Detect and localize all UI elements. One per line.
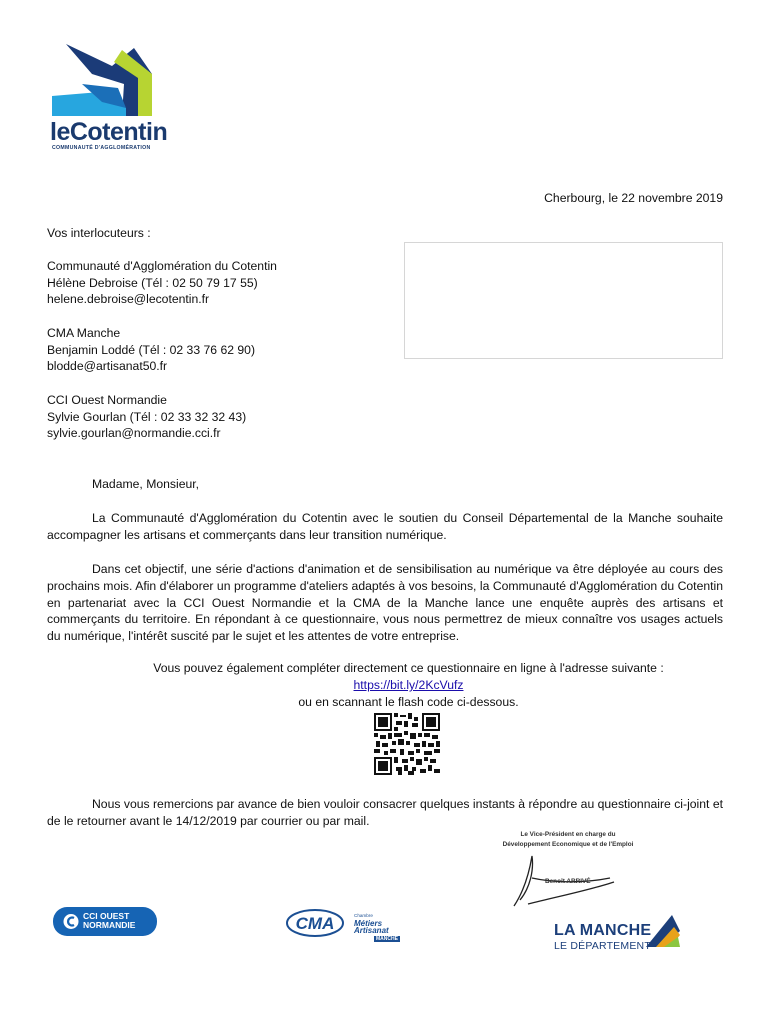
lecotentin-wordmark: leCotentin xyxy=(50,118,168,146)
signature-name: Benoît ARRIVÉ xyxy=(545,878,591,885)
qr-code-icon[interactable] xyxy=(374,713,440,775)
contact-org: CMA Manche xyxy=(47,326,121,340)
cci-line2: NORMANDIE xyxy=(83,920,136,930)
lecotentin-emblem-icon xyxy=(52,44,154,120)
contact-org: Communauté d'Agglomération du Cotentin xyxy=(47,259,277,273)
paragraph-intro: La Communauté d'Agglomération du Cotentin avec le soutien du Conseil Départemental de la Manche souhaite accompagner les artisans et commerçants dans leur transition numérique. xyxy=(47,511,723,542)
cci-line1: CCI OUEST xyxy=(83,911,130,921)
lecotentin-subtitle: COMMUNAUTÉ D'AGGLOMÉRATION xyxy=(52,145,151,151)
contact-org: CCI Ouest Normandie xyxy=(47,393,167,407)
cma-text1: Chambre xyxy=(354,913,373,918)
la-manche-line1: LA MANCHE xyxy=(554,922,652,939)
cma-text2: Métiers xyxy=(354,919,383,928)
salutation: Madame, Monsieur, xyxy=(92,477,200,491)
signature-title-line2: Développement Economique et de l'Emploi xyxy=(502,841,634,848)
qr-intro: ou en scannant le flash code ci-dessous. xyxy=(298,695,519,709)
survey-link[interactable]: https://bit.ly/2KcVufz xyxy=(353,678,464,692)
date-line: Cherbourg, le 22 novembre 2019 xyxy=(544,191,723,205)
cma-text3: Artisanat xyxy=(354,926,389,935)
contacts-heading: Vos interlocuteurs : xyxy=(47,226,151,240)
cci-emblem-icon xyxy=(63,913,79,930)
signature-title-line1: Le Vice-Président en charge du xyxy=(520,831,616,838)
paragraph-objective: Dans cet objectif, une série d'actions d'animation et de sensibilisation au numérique va être déployée au cours des prochains mois. Afin d'élaborer un programme d'ateliers adaptés à vos besoins, la Communauté d'Agglomération du Cotentin en partenariat avec la CCI Ouest Normandie et la CMA de la Manche lance une enquête auprès des artisans et commerçants du territoire. En répondant à ce questionnaire, vous nous permettrez de mieux connaître vos usages actuels du numérique, l'intérêt suscité par le sujet et les attentes de votre entreprise. xyxy=(47,562,723,644)
contact-email: blodde@artisanat50.fr xyxy=(47,359,168,373)
cci-ouest-normandie-logo xyxy=(53,907,157,936)
contact-email: sylvie.gourlan@normandie.cci.fr xyxy=(47,426,221,440)
contact-person: Hélène Debroise (Tél : 02 50 79 17 55) xyxy=(47,276,258,290)
contact-person: Sylvie Gourlan (Tél : 02 33 32 32 43) xyxy=(47,410,247,424)
cma-badge: MANCHE xyxy=(376,936,398,942)
la-manche-line2: LE DÉPARTEMENT xyxy=(554,940,651,952)
contact-email: helene.debroise@lecotentin.fr xyxy=(47,292,210,306)
online-intro: Vous pouvez également compléter directement ce questionnaire en ligne à l'adresse suivante : xyxy=(153,661,664,675)
svg-text:CMA: CMA xyxy=(295,914,335,933)
contact-person: Benjamin Loddé (Tél : 02 33 76 62 90) xyxy=(47,343,256,357)
cma-emblem-icon xyxy=(286,909,344,937)
paragraph-thanks: Nous vous remercions par avance de bien vouloir consacrer quelques instants à répondre au questionnaire ci-joint et de le retourner avant le 14/12/2019 par courrier ou par mail. xyxy=(47,797,723,828)
recipient-address-box xyxy=(404,242,723,359)
